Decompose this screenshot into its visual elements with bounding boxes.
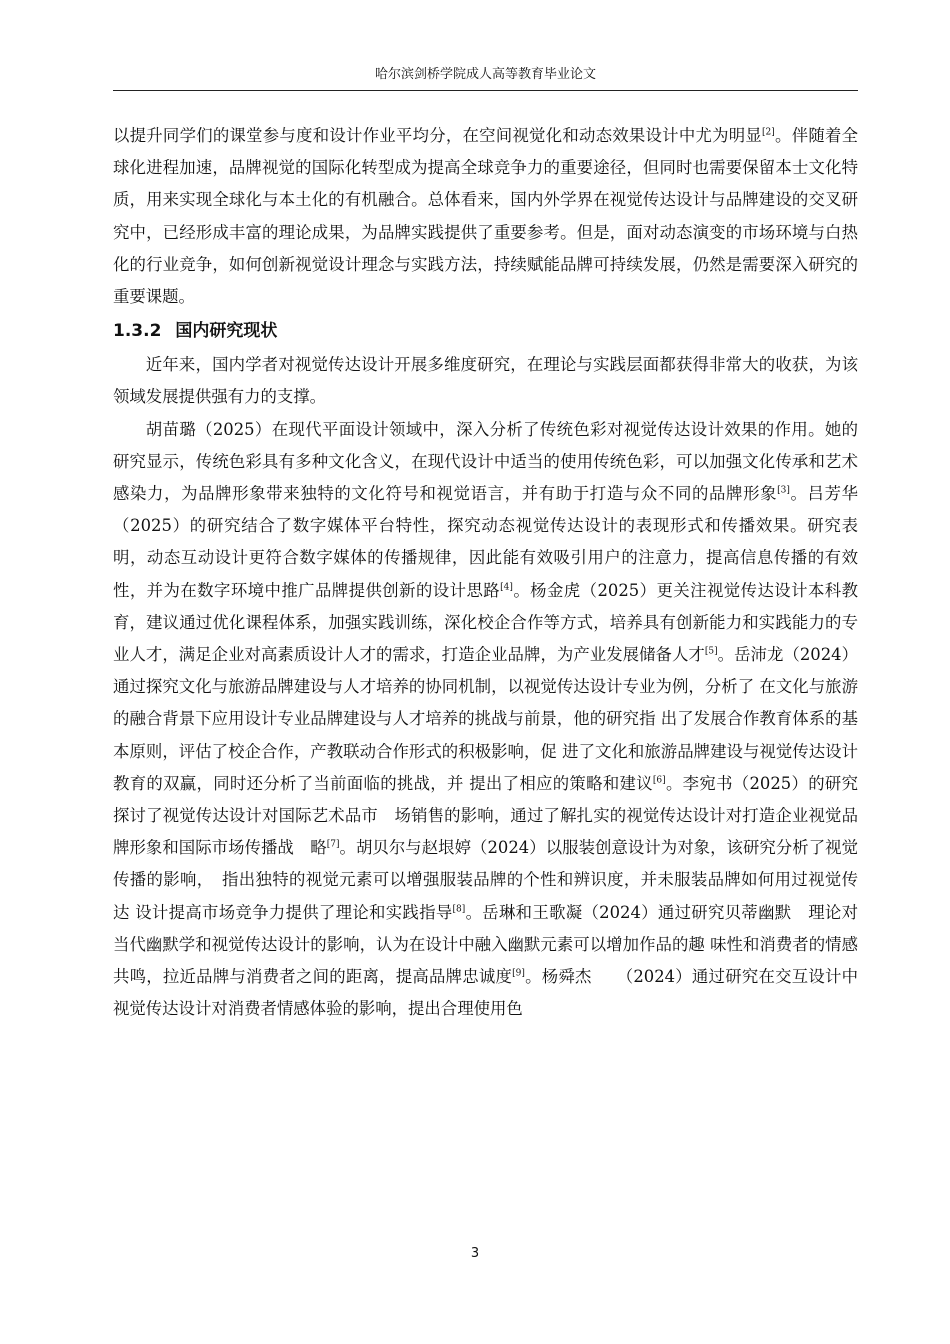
- citation-5: [5]: [704, 646, 718, 657]
- page-content: [113, 120, 858, 1025]
- page-number: 3: [470, 1246, 480, 1261]
- citation-2: [2]: [762, 127, 775, 138]
- section-number: 1.3.2: [113, 321, 162, 342]
- paragraph-intro: 近年来，国内学者对视觉传达设计开展多维度研究，在理论与实践层面都获得非常大的收获，为该领域发展提供强有力的支撑。: [113, 355, 858, 407]
- citation-4: [4]: [500, 582, 513, 593]
- citation-9: [9]: [512, 968, 525, 979]
- citation-6: [6]: [652, 775, 666, 786]
- paragraph-literature-review: 胡苗璐（2025）在现代平面设计领域中，深入分析了传统色彩对视觉传达设计效果的作用。她的研究显示，传统色彩具有多种文化含义，在现代设计中适当的使用传统色彩，可以加强文化传承和艺术感染力，为品牌形象带来独特的文化符号和视觉语言，并有助于打造与众不同的品牌形象[3]。吕芳华（2025）的研究结合了数字媒体平台特性，探究动态视觉传达设计的表现形式和传播效果。研究表明，动态互动设计更符合数字媒体的传播规律，因此能有效吸引用户的注意力，提高信息传播的有效性，并为在数字环境中推广品牌提供创新的设计思路[4]。杨金虎（2025）更关注视觉传达设计本科教育，建议通过优化课程体系，加强实践训练，深化校企合作等方式，培养具有创新能力和实践能力的专业人才，满足企业对高素质设计人才的需求，打造企业品牌，为产业发展储备人才[5]。岳沛龙（2024） 通过探究文化与旅游品牌建设与人才培养的协同机制，以视觉传达设计专业为例，分析了 在文化与旅游的融合背景下应用设计专业品牌建设与人才培养的挑战与前景，他的研究指 出了发展合作教育体系的基本原则，评估了校企合作，产教联动合作形式的积极影响，促 进了文化和旅游品牌建设与视觉传达设计教育的双赢，同时还分析了当前面临的挑战，并 提出了相应的策略和建议[6]。李宛书（2025）的研究探讨了视觉传达设计对国际艺术品市 场销售的影响，通过了解扎实的视觉传达设计对打造企业视觉品牌形象和国际市场传播战 略[7]。胡贝尔与赵垠婷（2024）以服装创意设计为对象，该研究分析了视觉传播的影响， 指出独特的视觉元素可以增强服装品牌的个性和辨识度，并未服装品牌如何用过视觉传达 设计提高市场竞争力提供了理论和实践指导[8]。岳琳和王歌凝（2024）通过研究贝蒂幽默 理论对当代幽默学和视觉传达设计的影响，认为在设计中融入幽默元素可以增加作品的趣 味性和消费者的情感共鸣，拉近品牌与消费者之间的距离，提高品牌忠诚度[9]。杨舜杰 （2024）通过研究在交互设计中视觉传达设计对消费者情感体验的影响，提出合理使用色: [113, 419, 859, 1019]
- citation-7: [7]: [326, 839, 340, 850]
- paragraph-continuation: 以提升同学们的课堂参与度和设计作业平均分，在空间视觉化和动态效果设计中尤为明显[2]。伴随着全球化进程加速，品牌视觉的国际化转型成为提高全球竞争力的重要途径，但同时也需要保留本士文化特质，用来实现全球化与本土化的有机融合。总体看来，国内外学界在视觉传达设计与品牌建设的交叉研究中，已经形成丰富的理论成果，为品牌实践提供了重要参考。但是，面对动态演变的市场环境与白热化的行业竞争，如何创新视觉设计理念与实践方法，持续赋能品牌可持续发展，仍然是需要深入研究的重要课题。: [113, 126, 859, 307]
- page-header: [113, 62, 858, 91]
- citation-8: [8]: [452, 904, 466, 915]
- citation-3: [3]: [777, 485, 790, 496]
- section-title: 国内研究现状: [175, 321, 278, 342]
- section-heading: [113, 313, 858, 349]
- header-title: 哈尔滨剑桥学院成人高等教育毕业论文: [374, 67, 596, 82]
